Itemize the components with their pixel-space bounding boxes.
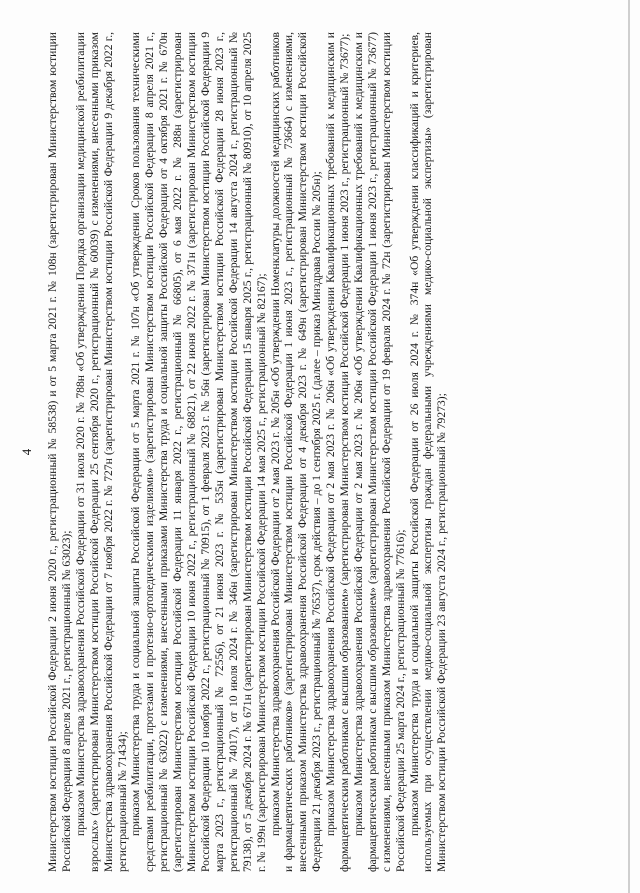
paragraph: приказом Министерства здравоохранения Российской Федерации от 2 мая 2023 г. № 206н «Об утверждении Квалификационных требований к медицинским и фармацевтическим работникам с высшим образованием» (зарегистрирован Министерством юстиции Российской Федерации 1 июня 2023 г., регистрационный № 73677);	[324, 32, 352, 872]
paragraph-list	[46, 32, 449, 872]
page-number: 4	[19, 448, 34, 456]
paragraph: приказом Министерства здравоохранения Российской Федерации от 31 июля 2020 г. № 788н «Об утверждении Порядка организации медицинской реабилитации взрослых» (зарегистрирован Министерством юстиции Российской Федерации 25 сентября 2020 г., регистрационный № 60039) с изменениями, внесенными приказом Министерства здравоохранения Российской Федерации от 7 ноября 2022 г. № 727н (зарегистрирован Министерством юстиции Российской Федерации 9 декабря 2022 г., регистрационный № 71434);	[73, 32, 129, 872]
paragraph: приказом Министерства здравоохранения Российской Федерации от 2 мая 2023 г. № 206н «Об утверждении Квалификационных требований к медицинским и фармацевтическим работникам с высшим образованием» (зарегистрирован Министерством юстиции Российской Федерации 1 июня 2023 г., регистрационный № 73677) с изменениями, внесенными приказом Министерства здравоохранения Российской Федерации от 19 февраля 2024 г. № 72н (зарегистрирован Министерством юстиции Российской Федерации 25 марта 2024 г., регистрационный № 77616);	[351, 32, 407, 872]
paragraph: приказом Министерства здравоохранения Российской Федерации от 2 мая 2023 г. № 205н «Об утверждении Номенклатуры должностей медицинских работников и фармацевтических работников» (зарегистрирован Министерством юстиции Российской Федерации 1 июня 2023 г., регистрационный № 73664) с изменениями, внесенными приказом Министерства здравоохранения Российской Федерации от 4 декабря 2023 г. № 649н (зарегистрирован Министерством юстиции Российской Федерации 21 декабря 2023 г., регистрационный № 76537), срок действия – до 1 сентября 2025 г. (далее – приказ Минздрава России № 205н);	[268, 32, 324, 872]
paragraph: приказом Министерства труда и социальной защиты Российской Федерации от 26 июля 2024 г. № 374н «Об утверждении классификаций и критериев, используемых при осуществлении медико-социальной экспертизы граждан федеральными учреждениями медико-социальной экспертизы» (зарегистрирован Министерством юстиции Российской Федерации 23 августа 2024 г., регистрационный № 79273);	[407, 32, 449, 872]
document-body	[19, 32, 606, 872]
paragraph: приказом Министерства труда и социальной защиты Российской Федерации от 5 марта 2021 г. № 107н «Об утверждении Сроков пользования техническими средствами реабилитации, протезами и протезно-ортопедическими изделиями» (зарегистрирован Министерством юстиции Российской Федерации 8 апреля 2021 г., регистрационный № 63022) с изменениями, внесенными приказами Министерства труда и социальной защиты Российской Федерации от 4 октября 2021 г. № 670н (зарегистрирован Министерством юстиции Российской Федерации 11 января 2022 г., регистрационный № 66805), от 6 мая 2022 г. № 288н (зарегистрирован Министерством юстиции Российской Федерации 10 июня 2022 г., регистрационный № 68821), от 22 июня 2022 г. № 371н (зарегистрирован Министерством юстиции Российской Федерации 10 ноября 2022 г., регистрационный № 70915), от 1 февраля 2023 г. № 56н (зарегистрирован Министерством юстиции Российской Федерации 9 марта 2023 г., регистрационный № 72556), от 21 июня 2023 г. № 535н (зарегистрирован Министерством юстиции Российской Федерации 28 июня 2023 г., регистрационный № 74017), от 10 июля 2024 г. № 346н (зарегистрирован Министерством юстиции Российской Федерации 14 августа 2024 г., регистрационный № 79138), от 5 декабря 2024 г. № 671н (зарегистрирован Министерством юстиции Российской Федерации 15 января 2025 г., регистрационный № 80910), от 10 апреля 2025 г. № 199н (зарегистрирован Министерством юстиции Российской Федерации 14 мая 2025 г., регистрационный № 82167);	[129, 32, 268, 872]
scan-edge-mark	[628, 0, 630, 893]
paragraph: Министерством юстиции Российской Федерации 2 июня 2020 г., регистрационный № 58538) и от 5 марта 2021 г. № 108н (зарегистрирован Министерством юстиции Российской Федерации 8 апреля 2021 г., регистрационный № 63023);	[46, 32, 73, 872]
